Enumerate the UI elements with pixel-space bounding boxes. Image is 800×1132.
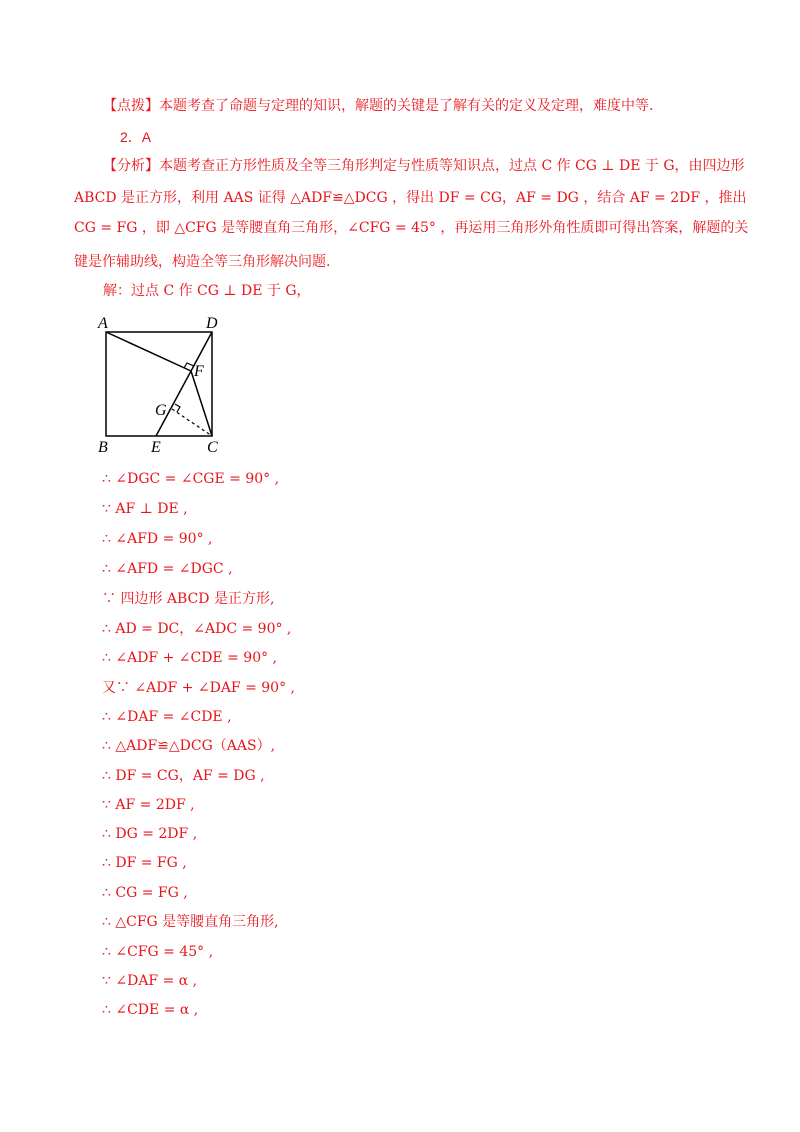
step-19: ∴ ∠CDE = α , bbox=[102, 1002, 199, 1018]
solution-intro: 解：过点 C 作 CG ⊥ DE 于 G， bbox=[103, 283, 311, 299]
analysis-line-3: CG = FG ，即 △CFG 是等腰直角三角形，∠CFG = 45° ，再运用三角形外角性质即可得出答案，解题的关 bbox=[74, 220, 749, 236]
step-14: ∴ DF = FG , bbox=[102, 855, 187, 871]
step-17: ∴ ∠CFG = 45° , bbox=[102, 944, 214, 960]
step-11: ∴ DF = CG，AF = DG , bbox=[102, 768, 265, 784]
analysis-line-1: 【分析】本题考查正方形性质及全等三角形判定与性质等知识点，过点 C 作 CG ⊥ DE 于 G，由四边形 bbox=[103, 158, 745, 174]
segment-af bbox=[106, 332, 191, 371]
step-8: 又∵ ∠ADF + ∠DAF = 90° , bbox=[102, 680, 295, 696]
step-2: ∵ AF ⊥ DE , bbox=[102, 501, 188, 517]
label-e: E bbox=[151, 439, 161, 456]
step-12: ∵ AF = 2DF , bbox=[102, 797, 195, 813]
step-3: ∴ ∠AFD = 90° , bbox=[102, 531, 213, 547]
square-abcd bbox=[106, 332, 212, 436]
right-angle-mark-g bbox=[175, 404, 180, 412]
step-5: ∵ 四边形 ABCD 是正方形, bbox=[102, 591, 275, 607]
geometry-figure bbox=[96, 312, 236, 457]
segment-de bbox=[156, 332, 212, 436]
label-c: C bbox=[207, 439, 218, 456]
step-13: ∴ DG = 2DF , bbox=[102, 826, 198, 842]
analysis-line-2: ABCD 是正方形，利用 AAS 证得 △ADF≌△DCG ，得出 DF = CG，AF = DG ，结合 AF = 2DF ，推出 bbox=[74, 190, 747, 206]
step-7: ∴ ∠ADF + ∠CDE = 90° , bbox=[102, 650, 277, 666]
label-b: B bbox=[98, 439, 108, 456]
step-16: ∴ △CFG 是等腰直角三角形, bbox=[102, 914, 279, 930]
step-4: ∴ ∠AFD = ∠DGC , bbox=[102, 561, 233, 577]
step-10: ∴ △ADF≌△DCG（AAS）, bbox=[102, 738, 276, 754]
label-g: G bbox=[155, 402, 167, 419]
answer-line: 2．A bbox=[120, 129, 152, 145]
step-1: ∴ ∠DGC = ∠CGE = 90° , bbox=[102, 471, 280, 487]
label-f: F bbox=[194, 363, 204, 380]
step-9: ∴ ∠DAF = ∠CDE , bbox=[102, 709, 232, 725]
segment-gc-dashed bbox=[172, 409, 212, 436]
step-6: ∴ AD = DC，∠ADC = 90° , bbox=[102, 621, 292, 637]
segment-fc bbox=[191, 371, 212, 436]
step-15: ∴ CG = FG , bbox=[102, 885, 188, 901]
label-a: A bbox=[98, 315, 108, 332]
analysis-line-4: 键是作辅助线，构造全等三角形解决问题. bbox=[74, 254, 331, 270]
hint-paragraph: 【点拨】本题考查了命题与定理的知识，解题的关键是了解有关的定义及定理，难度中等. bbox=[103, 98, 654, 114]
step-18: ∵ ∠DAF = α , bbox=[102, 973, 198, 989]
label-d: D bbox=[206, 315, 218, 332]
